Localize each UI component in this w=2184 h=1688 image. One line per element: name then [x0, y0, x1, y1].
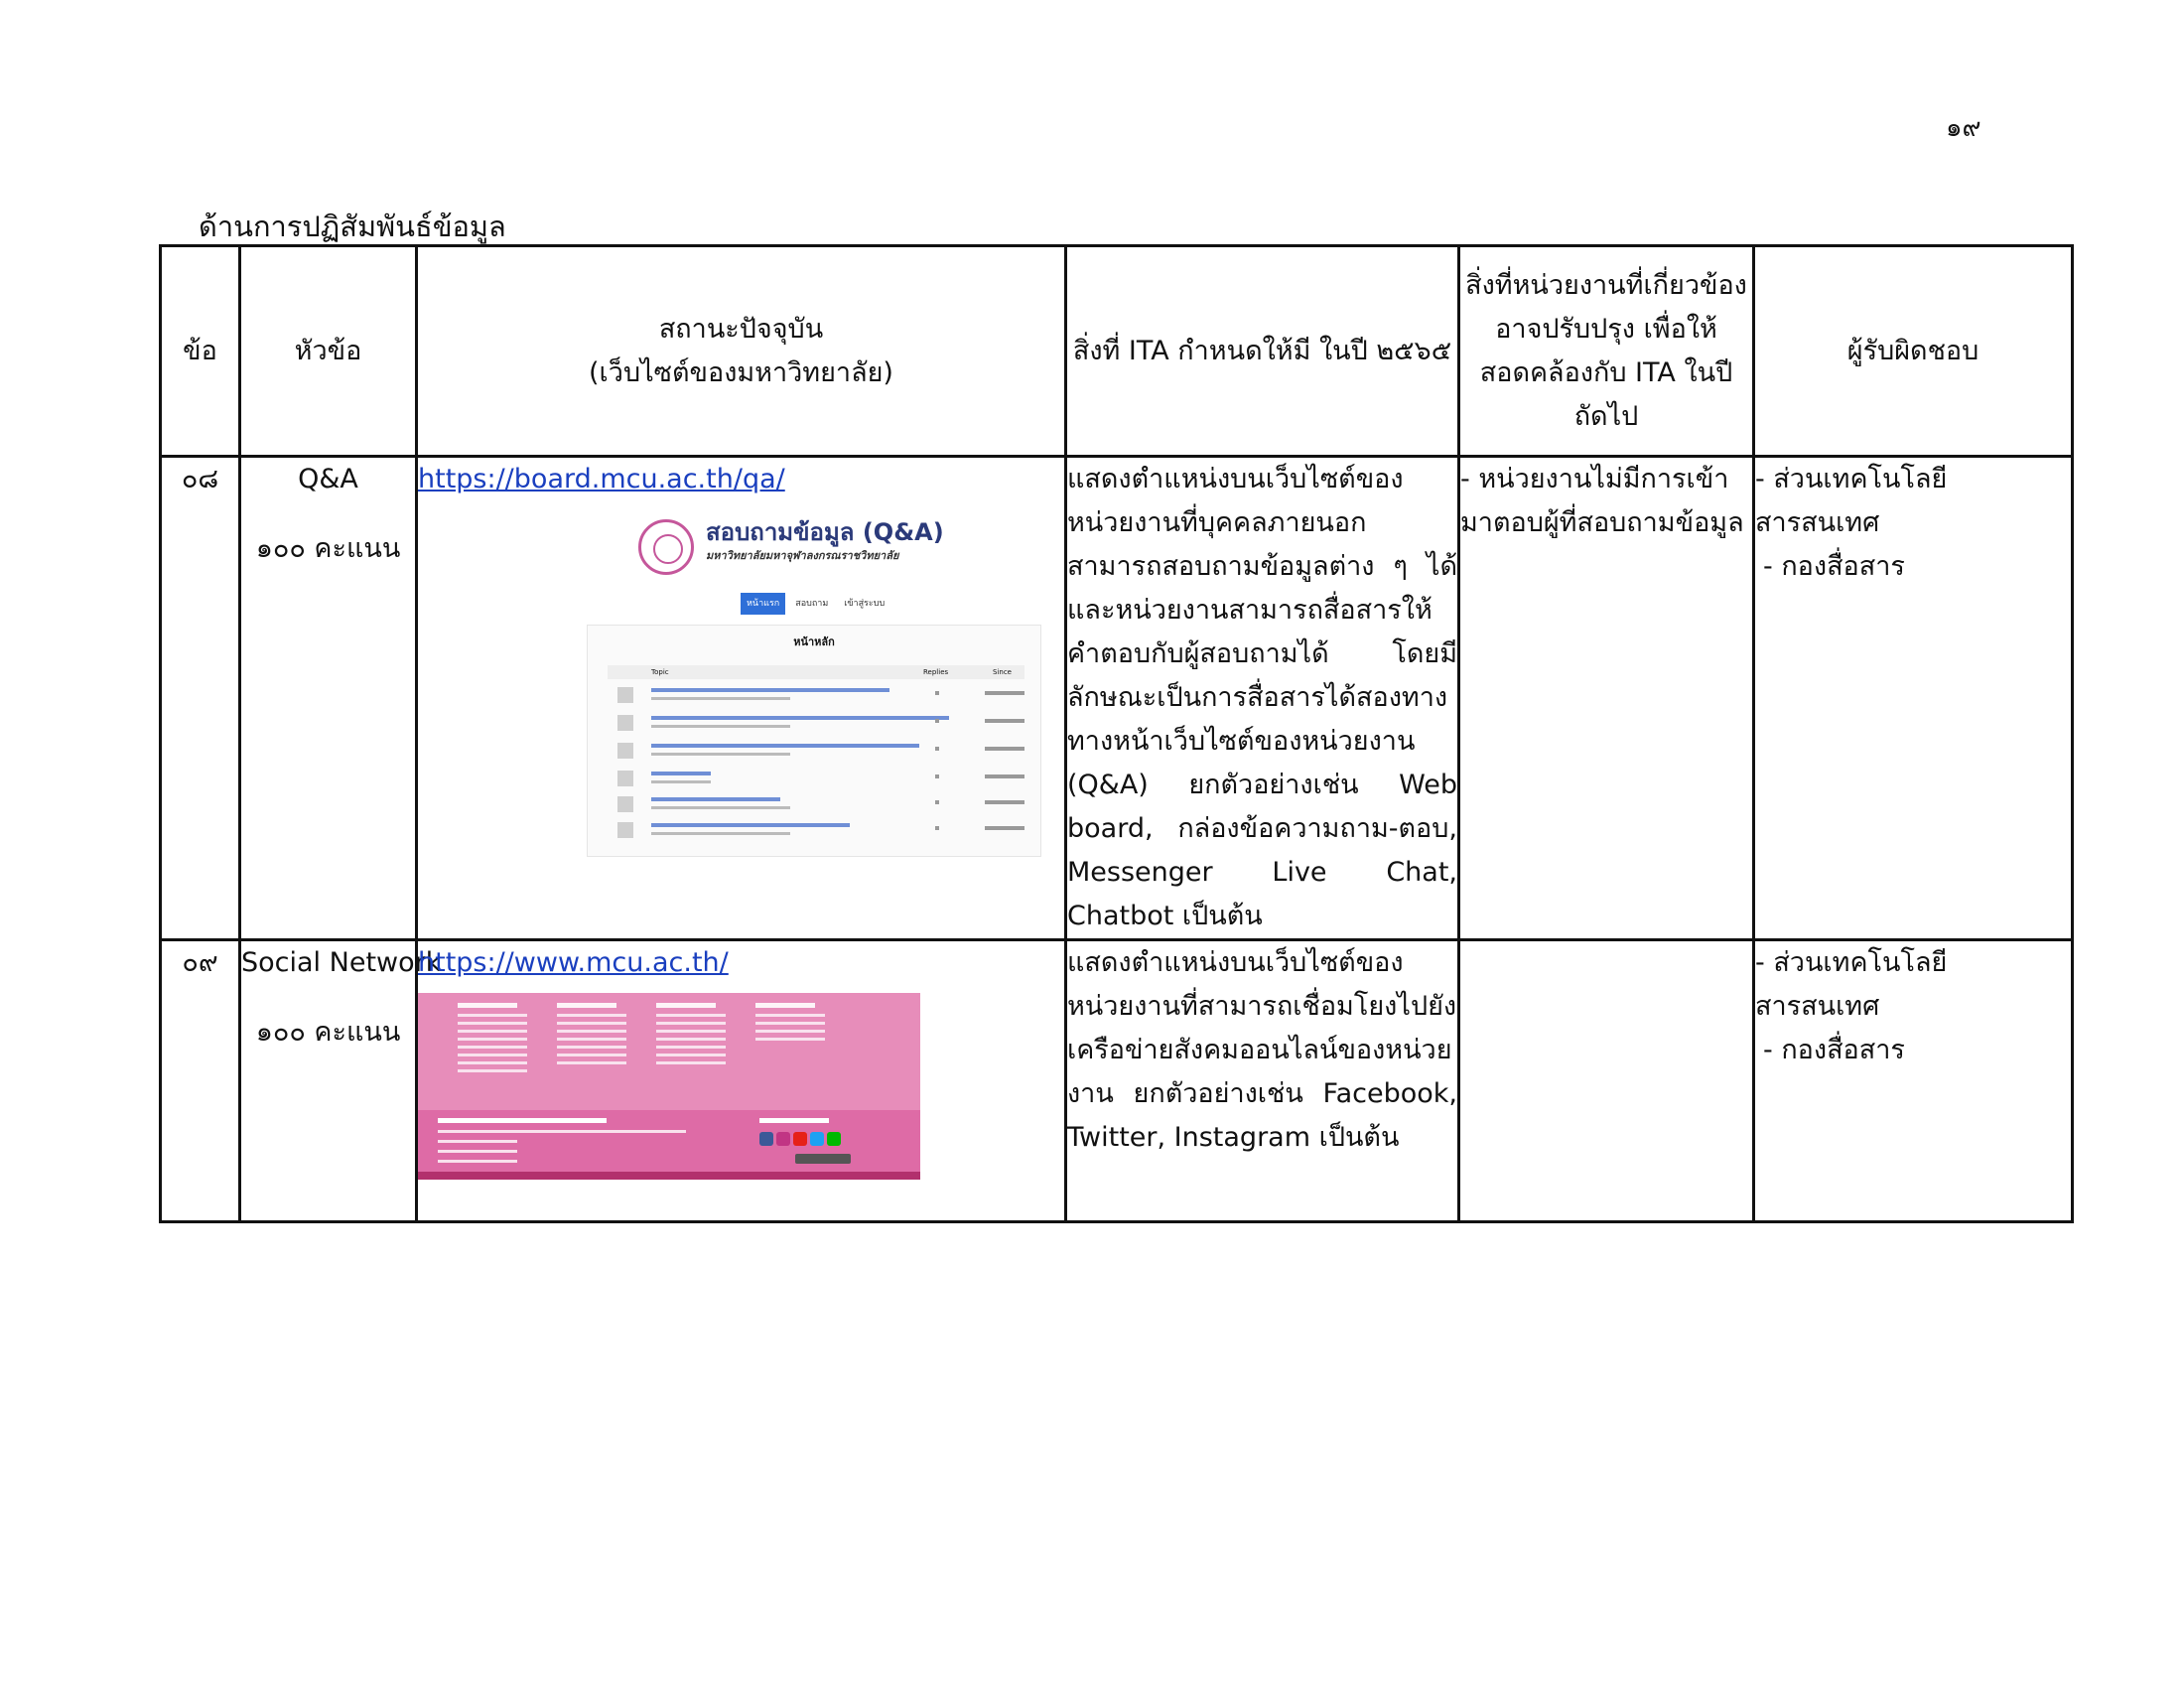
qa-screenshot-subtitle: มหาวิทยาลัยมหาจุฬาลงกรณราชวิทยาลัย	[706, 549, 899, 562]
qa-panel-heading: หน้าหลัก	[793, 635, 835, 648]
table-row	[161, 457, 2073, 940]
row-owner-comm: - กองสื่อสาร	[1763, 1035, 1905, 1065]
twitter-icon	[810, 1132, 824, 1146]
qa-col-topic: Topic	[651, 668, 669, 676]
social-url-link[interactable]: https://www.mcu.ac.th/	[418, 947, 729, 978]
row-improve	[1459, 940, 1754, 1222]
row-ita: แสดงตำแหน่งบนเว็บไซต์ของหน่วยงานที่บุคคลภายนอกสามารถสอบถามข้อมูลต่าง ๆ ได้ และหน่วยงานสามารถสื่อสารให้คำตอบกับผู้สอบถามได้ โดยมีลักษณะเป็นการสื่อสารได้สองทาง ทางหน้าเว็บไซต์ของหน่วยงาน (Q&A) ยกตัวอย่างเช่น Web board, กล่องข้อความถาม-ตอบ, Messenger Live Chat, Chatbot เป็นต้น	[1066, 457, 1459, 940]
page-number: ๑๙	[1946, 113, 1981, 143]
qa-col-replies: Replies	[923, 668, 949, 676]
table-header-row	[161, 246, 2073, 457]
row-score: ๑๐๐ คะแนน	[255, 1017, 401, 1048]
row-owner-cell	[1754, 457, 2073, 940]
qa-topic-row	[608, 713, 1024, 735]
social-screenshot-footer	[418, 1110, 920, 1172]
qa-col-since: Since	[993, 668, 1012, 676]
qa-topic-row	[608, 820, 1024, 842]
nav-login: เข้าสู่ระบบ	[844, 599, 886, 609]
header-improve-line4: ถัดไป	[1573, 400, 1639, 432]
row-status-cell	[417, 457, 1066, 940]
row-improve: - หน่วยงานไม่มีการเข้ามาตอบผู้ที่สอบถามข้อมูล	[1459, 457, 1754, 940]
social-footer-screenshot	[418, 993, 920, 1180]
row-owner-cell	[1754, 940, 2073, 1222]
row-topic-cell	[240, 457, 417, 940]
row-topic: Q&A	[298, 464, 358, 494]
header-no: ข้อ	[161, 246, 240, 457]
header-ita: สิ่งที่ ITA กำหนดให้มี ในปี ๒๕๖๕	[1066, 246, 1459, 457]
assessment-table	[159, 244, 2074, 1223]
row-owner-it: - ส่วนเทคโนโลยีสารสนเทศ	[1755, 464, 1948, 538]
row-status-cell	[417, 940, 1066, 1222]
qa-topic-row	[608, 741, 1024, 763]
nav-ask: สอบถาม	[795, 599, 829, 609]
row-topic-cell	[240, 940, 442, 1222]
header-improve-line3: สอดคล้องกับ ITA ในปี	[1479, 356, 1733, 388]
social-screenshot-links	[418, 993, 920, 1110]
nav-home: หน้าแรก	[741, 593, 785, 615]
header-improve-line2: อาจปรับปรุง เพื่อให้	[1495, 313, 1717, 345]
row-owner-it: - ส่วนเทคโนโลยีสารสนเทศ	[1755, 947, 1948, 1022]
qa-url-link[interactable]: https://board.mcu.ac.th/qa/	[418, 464, 785, 494]
row-score: ๑๐๐ คะแนน	[255, 533, 401, 564]
header-improve	[1459, 246, 1754, 457]
qa-topic-row	[608, 794, 1024, 816]
facebook-icon	[759, 1132, 773, 1146]
table-row	[161, 940, 2073, 1222]
qa-panel-table-header	[608, 665, 1024, 679]
row-no: ๐๘	[161, 457, 240, 940]
instagram-icon	[776, 1132, 790, 1146]
visitor-counter	[795, 1154, 851, 1164]
header-status	[417, 246, 1066, 457]
header-owner: ผู้รับผิดชอบ	[1754, 246, 2073, 457]
university-seal-logo	[638, 519, 694, 575]
qa-website-screenshot	[497, 509, 1043, 857]
youtube-icon	[793, 1132, 807, 1146]
qa-screenshot-title: สอบถามข้อมูล (Q&A)	[706, 518, 944, 546]
qa-screenshot-nav	[741, 593, 890, 615]
section-title: ด้านการปฏิสัมพันธ์ข้อมูล	[199, 210, 506, 243]
row-owner-comm: - กองสื่อสาร	[1763, 551, 1905, 582]
social-icons	[759, 1132, 841, 1146]
row-ita: แสดงตำแหน่งบนเว็บไซต์ของหน่วยงานที่สามารถเชื่อมโยงไปยังเครือข่ายสังคมออนไลน์ของหน่วยงาน ยกตัวอย่างเช่น Facebook, Twitter, Instagram เป็นต้น	[1066, 940, 1459, 1222]
header-status-line1: สถานะปัจจุบัน	[658, 313, 824, 345]
header-topic: หัวข้อ	[240, 246, 417, 457]
header-status-line2: (เว็บไซต์ของมหาวิทยาลัย)	[589, 356, 893, 388]
line-icon	[827, 1132, 841, 1146]
qa-screenshot-panel	[587, 625, 1041, 857]
qa-topic-row	[608, 685, 1024, 707]
row-topic: Social Network	[241, 947, 442, 978]
row-no: ๐๙	[161, 940, 240, 1222]
qa-topic-row	[608, 769, 1024, 790]
header-improve-line1: สิ่งที่หน่วยงานที่เกี่ยวข้อง	[1465, 269, 1747, 301]
